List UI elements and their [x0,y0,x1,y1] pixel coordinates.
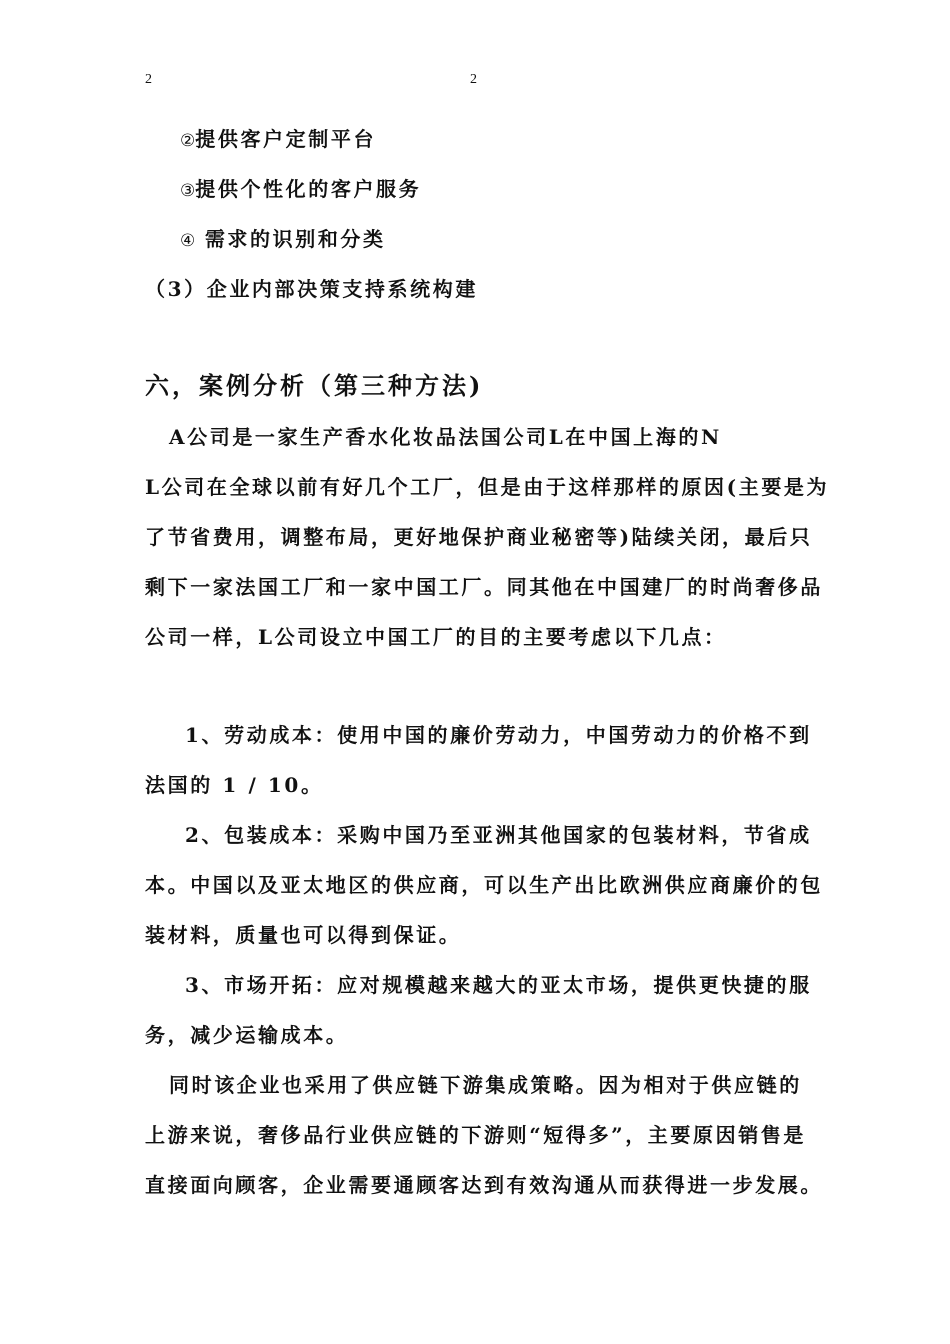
sub-heading: （3）企业内部决策支持系统构建 [145,277,478,301]
paragraph-line: 了节省费用，调整布局，更好地保护商业秘密等)陆续关闭，最后只 [145,525,813,549]
paragraph-line: 本。中国以及亚太地区的供应商，可以生产出比欧洲供应商廉价的包 [145,873,823,897]
list-item [180,223,845,252]
list-marker: ③ [180,181,196,201]
list-item [180,173,845,202]
list-item-text: 提供个性化的客户服务 [195,177,422,201]
paragraph-line: 装材料，质量也可以得到保证。 [145,923,462,947]
paragraph-line: 同时该企业也采用了供应链下游集成策略。因为相对于供应链的 [169,1073,802,1097]
paragraph-line: 剩下一家法国工厂和一家中国工厂。同其他在中国建厂的时尚奢侈品 [145,575,823,599]
page-number-center: 2 [470,72,477,87]
paragraph-line: A公司是一家生产香水化妆品法国公司L在中国上海的N [169,425,722,449]
page-number-left: 2 [145,72,152,87]
paragraph-line: L公司在全球以前有好几个工厂，但是由于这样那样的原因(主要是为 [145,475,830,499]
list-item [180,123,845,152]
paragraph-line: 公司一样，L公司设立中国工厂的目的主要考虑以下几点： [145,625,727,649]
list-item-text: 需求的识别和分类 [195,227,386,251]
list-item-text: 提供客户定制平台 [195,127,377,151]
paragraph-line: 1、劳动成本：使用中国的廉价劳动力，中国劳动力的价格不到 [185,723,812,747]
list-marker: ② [180,131,196,151]
section-heading: 六，案例分析（第三种方法) [145,371,484,400]
paragraph-line: 直接面向顾客，企业需要通顾客达到有效沟通从而获得进一步发展。 [145,1173,823,1197]
list-marker: ④ [180,231,196,251]
paragraph-line: 2、包装成本：采购中国乃至亚洲其他国家的包装材料，节省成 [185,823,812,847]
paragraph-line: 3、市场开拓：应对规模越来越大的亚太市场，提供更快捷的服 [185,973,812,997]
paragraph-line: 上游来说，奢侈品行业供应链的下游则“短得多”，主要原因销售是 [145,1123,807,1147]
paragraph-line: 务，减少运输成本。 [145,1023,349,1047]
paragraph-line: 法国的 1 / 10。 [145,773,324,797]
